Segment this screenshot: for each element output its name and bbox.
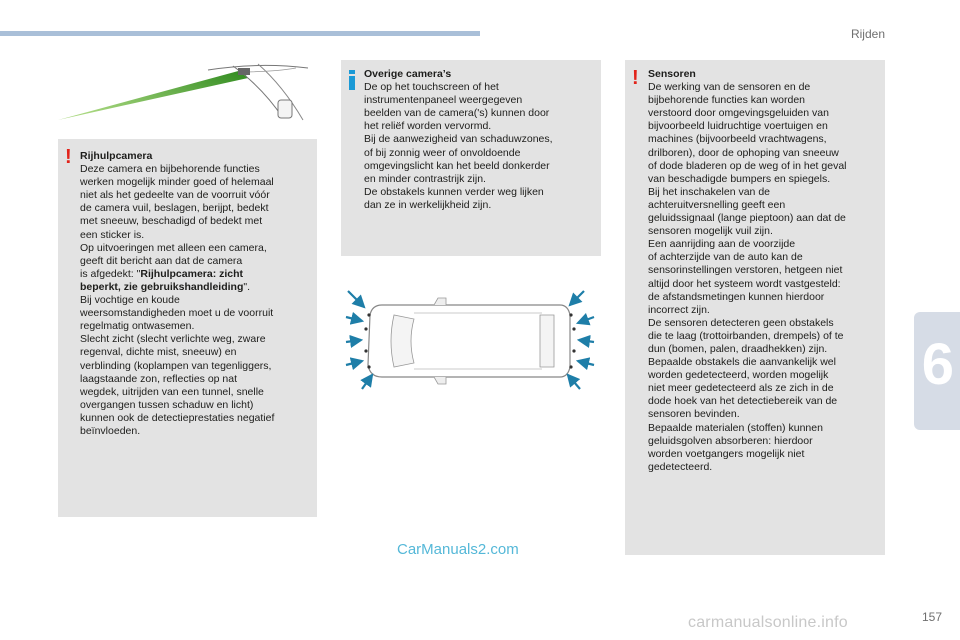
mirror-icon <box>278 100 292 118</box>
camera-icon <box>238 68 250 75</box>
footer-watermark: carmanualsonline.info <box>688 614 848 631</box>
camera-beam <box>58 70 248 120</box>
driving-camera-message: Rijhulpcamera: zicht beperkt, zie gebruikshandleiding <box>80 267 244 293</box>
other-cameras-body: De op het touchscreen of het instrumentenpaneel weergegeven beelden van de camera('s) kunnen door het reliëf worden vervormd. Bij de aanwezigheid van schaduwzones, of bij zonnig weer of onvoldoende omgevingslicht kan het beeld donkerder en minder contrastrijk zijn. De obstakels kunnen verder weg lijken dan ze in werkelijkheid zijn. <box>364 81 553 211</box>
page-number: 157 <box>921 610 942 624</box>
warning-icon: ! <box>65 146 72 168</box>
sensors-text <box>648 68 882 474</box>
sensors-title: Sensoren <box>648 68 696 80</box>
driving-camera-warning-panel <box>58 139 317 517</box>
sensors-body: De werking van de sensoren en de bijbehorende functies kan worden verstoord door omgevingsgeluiden van bijvoorbeeld luidruchtige voertuigen en machines (bijvoorbeeld vrachtwagens, drilboren), door de ophoping van sneeuw of dode bladeren op de weg of in het geval van beschadigde bumpers en spiegels. Bij het inschakelen van de achteruitversnelling geeft een geluidssignaal (lange pieptoon) aan dat de sensoren mogelijk vuil zijn. Een aanrijding aan de voorzijde of achterzijde van de auto kan de sensorinstellingen verstoren, hetgeen niet altijd door het systeem wordt vastgesteld: de afstandsmetingen kunnen hierdoor incorrect zijn. De sensoren detecteren geen obstakels die te laag (trottoirbanden, drempels) of te dun (bomen, palen, draadhekken) zijn. Bepaalde obstakels die aanvankelijk wel worden gedetecteerd, worden mogelijk niet meer gedetecteerd als ze zich in de dode hoek van het detectiebereik van de sensoren bevinden. Bepaalde materialen (stoffen) kunnen geluidsgolven absorberen: hierdoor worden voetgangers mogelijk niet gedetecteerd. <box>648 81 847 473</box>
other-cameras-text <box>364 68 596 212</box>
driving-camera-body-1: Deze camera en bijbehorende functies werken mogelijk minder goed of helemaal niet als het gedeelte van de voorruit vóór de camera vuil, beslagen, berijpt, bedekt met sneeuw, beschadigd of bedekt met een sticker is. Op uitvoeringen met alleen een camera, geeft dit bericht aan dat de camera is afgedekt: " <box>80 163 274 280</box>
driving-camera-body-2: ". Bij vochtige en koude weersomstandigheden moet u de voorruit regelmatig ontwasemen. Slecht zicht (slecht verlichte weg, zware regenval, dichte mist, sneeuw) en verblinding (koplampen van tegenliggers, laagstaande zon, reflecties op nat wegdek, uitrijden van een tunnel, snelle overgangen tussen schaduw en licht) kunnen ook de detectieprestaties negatief beïnvloeden. <box>80 280 275 437</box>
chapter-number: 6 <box>921 332 954 397</box>
driving-camera-text <box>80 150 312 438</box>
car-top-view-icon <box>368 298 570 384</box>
driving-camera-title: Rijhulpcamera <box>80 150 153 162</box>
warning-icon: ! <box>632 67 639 89</box>
watermark-link[interactable]: CarManuals2.com <box>397 541 519 558</box>
sensors-warning-panel <box>625 60 885 555</box>
car-sensors-illustration <box>342 285 600 395</box>
other-cameras-info-panel <box>341 60 601 256</box>
other-cameras-title: Overige camera’s <box>364 68 452 80</box>
header-bar <box>0 31 480 36</box>
info-icon <box>349 70 355 90</box>
windshield-camera-illustration <box>58 58 317 128</box>
section-title: Rijden <box>850 27 885 41</box>
